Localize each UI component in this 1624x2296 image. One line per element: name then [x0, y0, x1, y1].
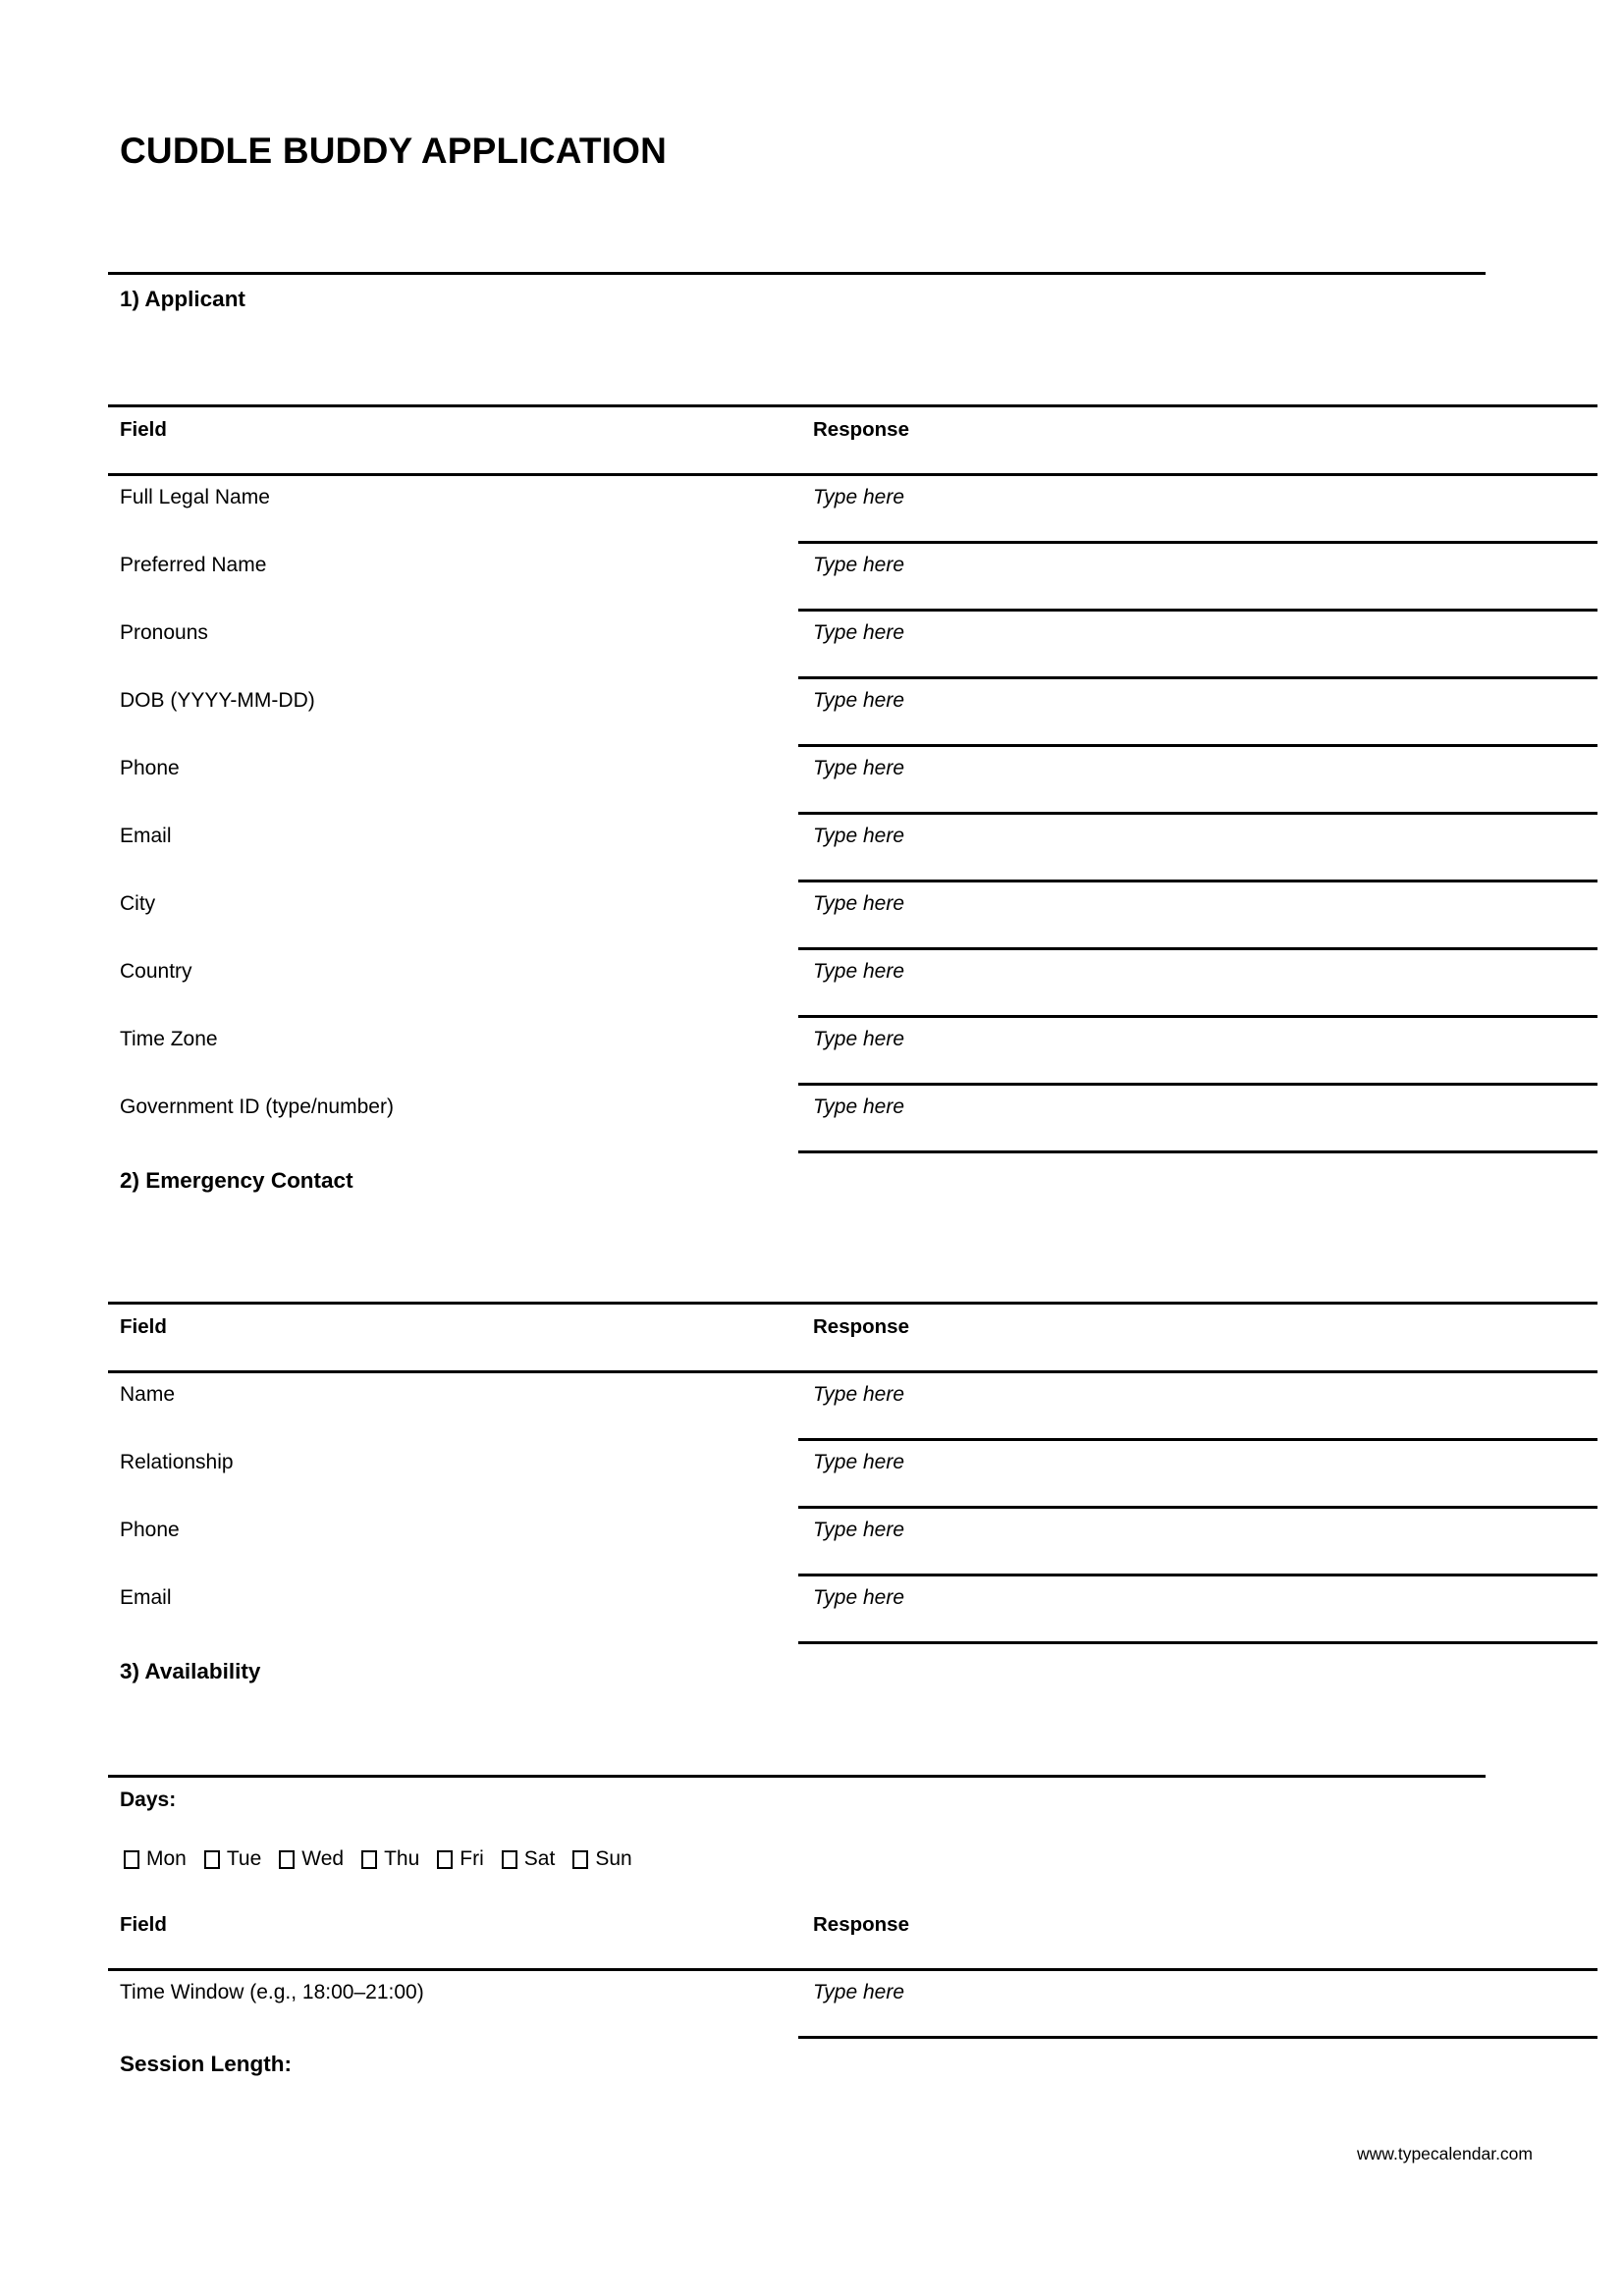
- table-row: Email: [120, 825, 172, 847]
- table-row: Country: [120, 960, 192, 983]
- checkbox-icon[interactable]: [502, 1850, 517, 1869]
- table-row: Phone: [120, 757, 180, 779]
- section-2-table-top-rule: [108, 1302, 1597, 1305]
- response-placeholder[interactable]: Type here: [813, 1028, 904, 1050]
- response-placeholder[interactable]: Type here: [813, 689, 904, 712]
- section-1-header-response: Response: [813, 418, 909, 441]
- day-checkbox-wed[interactable]: [279, 1847, 344, 1871]
- table-row: Time Zone: [120, 1028, 218, 1050]
- section-3-header-response: Response: [813, 1913, 909, 1936]
- section-1-header-field: Field: [120, 418, 167, 441]
- days-top-rule: [108, 1775, 1486, 1778]
- table-row: Name: [120, 1383, 176, 1406]
- response-placeholder[interactable]: Type here: [813, 1586, 904, 1609]
- section-2-header-bottom-rule: [108, 1370, 1597, 1373]
- response-placeholder[interactable]: Type here: [813, 1451, 904, 1473]
- response-row-rule: [798, 947, 1597, 950]
- response-placeholder[interactable]: Type here: [813, 892, 904, 915]
- section-2-header-response: Response: [813, 1315, 909, 1338]
- checkbox-icon[interactable]: [572, 1850, 588, 1869]
- session-length-label: Session Length:: [120, 2052, 293, 2076]
- table-row: Full Legal Name: [120, 486, 270, 508]
- response-placeholder[interactable]: Type here: [813, 1981, 904, 2003]
- day-label: Sat: [523, 1847, 556, 1870]
- section-2-header-field: Field: [120, 1315, 167, 1338]
- day-label: Mon: [146, 1847, 187, 1870]
- day-checkbox-sat[interactable]: [502, 1847, 556, 1871]
- section-3-header-field: Field: [120, 1913, 167, 1936]
- response-row-rule: [798, 1438, 1597, 1441]
- day-label: Wed: [301, 1847, 345, 1870]
- response-row-rule: [798, 541, 1597, 544]
- section-2-table-bottom-rule: [798, 1641, 1597, 1644]
- section-1-header-bottom-rule: [108, 473, 1597, 476]
- table-row: Government ID (type/number): [120, 1095, 394, 1118]
- table-row: Pronouns: [120, 621, 208, 644]
- days-checkbox-row: [124, 1847, 632, 1871]
- response-placeholder[interactable]: Type here: [813, 486, 904, 508]
- section-3-table-bottom-rule: [798, 2036, 1597, 2039]
- section-3-header-bottom-rule: [108, 1968, 1597, 1971]
- day-label: Tue: [226, 1847, 262, 1870]
- table-row: Preferred Name: [120, 554, 267, 576]
- checkbox-icon[interactable]: [279, 1850, 295, 1869]
- footer-url: www.typecalendar.com: [1357, 2144, 1533, 2163]
- response-row-rule: [798, 1506, 1597, 1509]
- response-row-rule: [798, 676, 1597, 679]
- response-row-rule: [798, 812, 1597, 815]
- day-label: Thu: [384, 1847, 420, 1870]
- response-placeholder[interactable]: Type here: [813, 757, 904, 779]
- response-row-rule: [798, 1015, 1597, 1018]
- response-row-rule: [798, 880, 1597, 882]
- section-heading-emergency-contact: 2) Emergency Contact: [120, 1168, 353, 1193]
- response-placeholder[interactable]: Type here: [813, 621, 904, 644]
- section-heading-applicant: 1) Applicant: [120, 287, 245, 311]
- table-row: Relationship: [120, 1451, 234, 1473]
- section-1-table-bottom-rule: [798, 1150, 1597, 1153]
- table-row: Email: [120, 1586, 172, 1609]
- day-label: Fri: [460, 1847, 484, 1870]
- day-checkbox-mon[interactable]: [124, 1847, 187, 1871]
- response-placeholder[interactable]: Type here: [813, 1383, 904, 1406]
- table-row: City: [120, 892, 156, 915]
- table-row: DOB (YYYY-MM-DD): [120, 689, 315, 712]
- day-label: Sun: [595, 1847, 632, 1870]
- checkbox-icon[interactable]: [437, 1850, 453, 1869]
- response-row-rule: [798, 609, 1597, 612]
- day-checkbox-sun[interactable]: [572, 1847, 631, 1871]
- response-placeholder[interactable]: Type here: [813, 1095, 904, 1118]
- response-placeholder[interactable]: Type here: [813, 554, 904, 576]
- response-placeholder[interactable]: Type here: [813, 825, 904, 847]
- response-placeholder[interactable]: Type here: [813, 960, 904, 983]
- response-row-rule: [798, 1574, 1597, 1576]
- checkbox-icon[interactable]: [124, 1850, 139, 1869]
- day-checkbox-fri[interactable]: [437, 1847, 484, 1871]
- checkbox-icon[interactable]: [204, 1850, 220, 1869]
- response-placeholder[interactable]: Type here: [813, 1519, 904, 1541]
- checkbox-icon[interactable]: [361, 1850, 377, 1869]
- day-checkbox-thu[interactable]: [361, 1847, 419, 1871]
- section-1-table-top-rule: [108, 404, 1597, 407]
- table-row: Phone: [120, 1519, 180, 1541]
- response-row-rule: [798, 744, 1597, 747]
- days-label: Days:: [120, 1789, 177, 1811]
- section-heading-availability: 3) Availability: [120, 1659, 261, 1683]
- section-1-rule: [108, 272, 1486, 275]
- response-row-rule: [798, 1083, 1597, 1086]
- table-row: Time Window (e.g., 18:00–21:00): [120, 1981, 424, 2003]
- document-title: CUDDLE BUDDY APPLICATION: [120, 131, 668, 171]
- day-checkbox-tue[interactable]: [204, 1847, 261, 1871]
